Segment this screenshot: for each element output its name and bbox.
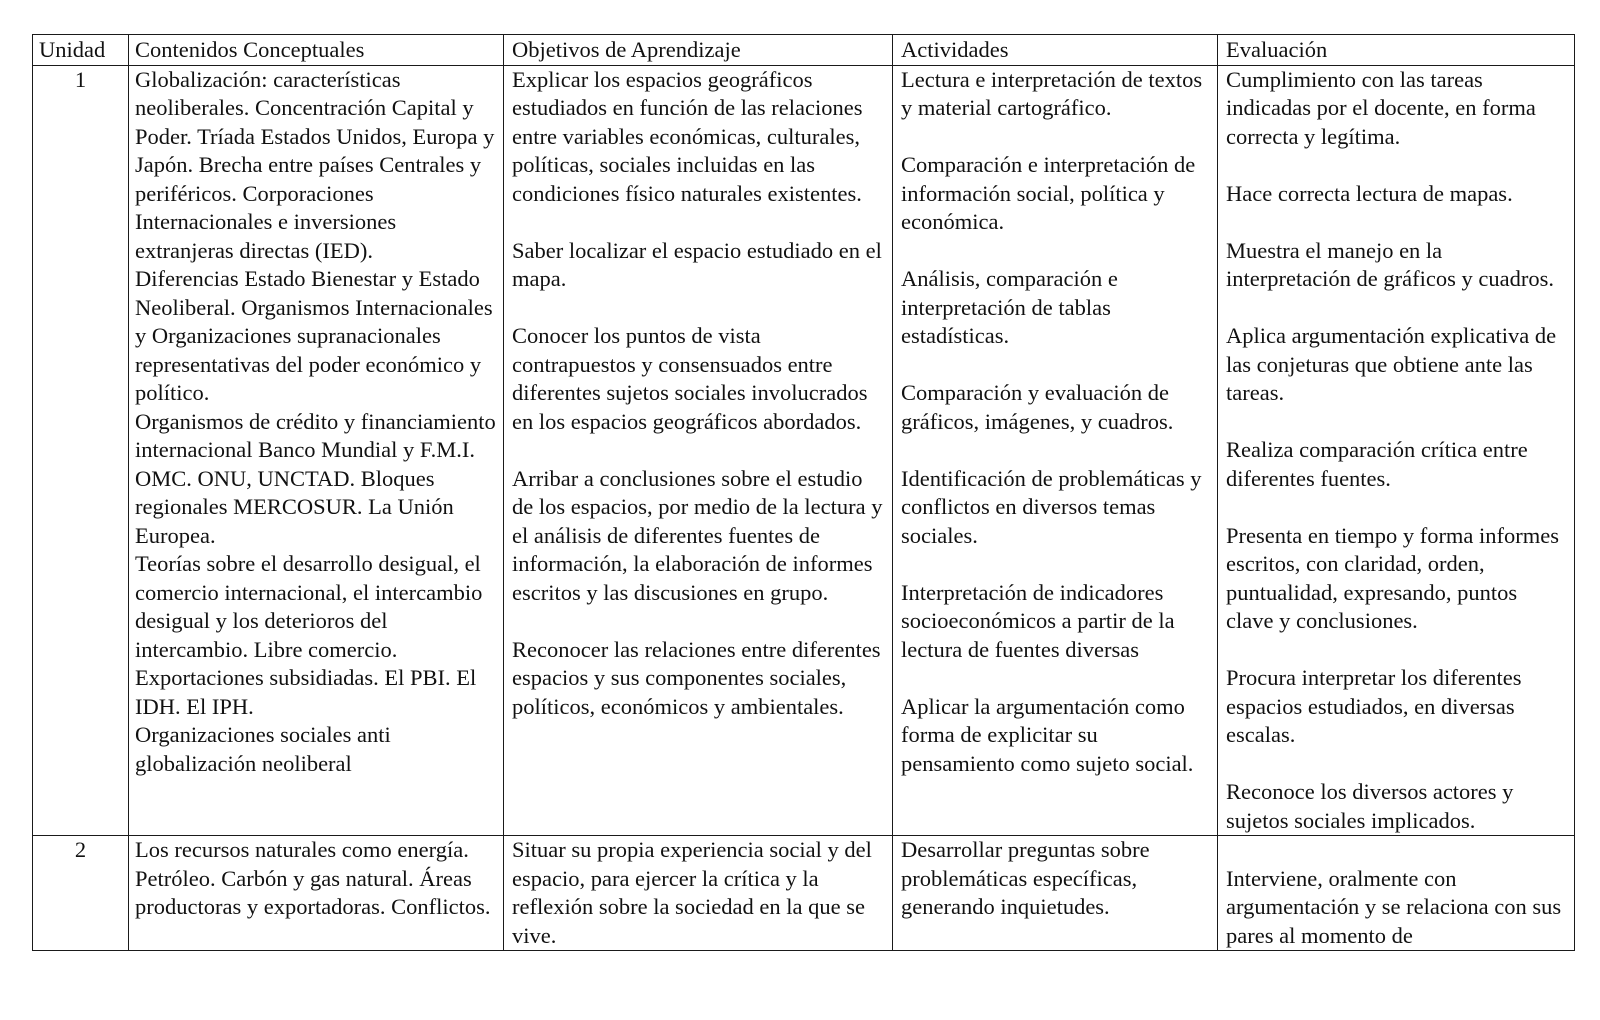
evaluacion-item: Reconoce los diversos actores y sujetos sociales implicados.	[1226, 779, 1514, 833]
evaluacion-cell	[1218, 836, 1575, 951]
actividad-item: Identificación de problemáticas y conflictos en diversos temas sociales.	[901, 465, 1202, 548]
header-actividades: Actividades	[893, 35, 1218, 66]
objetivo-item: Reconocer las relaciones entre diferentes espacios y sus componentes sociales, políticos, económicos y ambientales.	[512, 636, 881, 719]
contenido-item: Diferencias Estado Bienestar y Estado Neoliberal. Organismos Internacionales y Organizaciones supranacionales representativas del poder económico y político.	[135, 266, 493, 405]
objetivo-item: Saber localizar el espacio estudiado en el mapa.	[512, 237, 882, 291]
evaluacion-item: Hace correcta lectura de mapas.	[1226, 180, 1513, 206]
contenido-item: Teorías sobre el desarrollo desigual, el comercio internacional, el intercambio desigual y los deterioros del intercambio. Libre comercio. Exportaciones subsidiadas. El PBI. El IDH. El IPH.	[135, 551, 483, 719]
unit-number: 2	[33, 836, 129, 951]
contenido-item: Globalización: características neoliberales. Concentración Capital y Poder. Tríada Estados Unidos, Europa y Japón. Brecha entre países Centrales y periféricos. Corporaciones Internacionales e inversiones extranjeras directas (IED).	[135, 66, 495, 263]
evaluacion-item: Procura interpretar los diferentes espacios estudiados, en diversas escalas.	[1226, 665, 1522, 747]
evaluacion-cell	[1218, 65, 1575, 836]
header-evaluacion: Evaluación	[1218, 35, 1575, 66]
actividad-item: Desarrollar preguntas sobre problemáticas específicas, generando inquietudes.	[901, 837, 1150, 919]
objetivo-item: Explicar los espacios geográficos estudiados en función de las relaciones entre variables económicas, culturales, políticas, sociales incluidas en las condiciones físico naturales existentes.	[512, 66, 863, 206]
actividades-cell	[893, 836, 1218, 951]
objetivo-item: Situar su propia experiencia social y del espacio, para ejercer la crítica y la reflexión sobre la sociedad en la que se vive.	[512, 837, 872, 948]
evaluacion-item: Muestra el manejo en la interpretación de gráficos y cuadros.	[1226, 237, 1554, 291]
header-objetivos: Objetivos de Aprendizaje	[504, 35, 893, 66]
actividades-cell	[893, 65, 1218, 836]
header-contenidos: Contenidos Conceptuales	[129, 35, 504, 66]
curriculum-table	[32, 34, 1575, 951]
contenido-item: Organizaciones sociales anti globalización neoliberal	[135, 722, 391, 776]
actividad-item: Interpretación de indicadores socioeconómicos a partir de la lectura de fuentes diversas	[901, 579, 1175, 662]
actividad-item: Lectura e interpretación de textos y material cartográfico.	[901, 66, 1203, 120]
contenido-item: Los recursos naturales como energía. Petróleo. Carbón y gas natural. Áreas productoras y exportadoras. Conflictos.	[135, 837, 491, 919]
contenido-item: Organismos de crédito y financiamiento internacional Banco Mundial y F.M.I. OMC. ONU, UNCTAD. Bloques regionales MERCOSUR. La Unión Europea.	[135, 408, 496, 548]
objetivos-cell	[504, 65, 893, 836]
header-unidad: Unidad	[33, 35, 129, 66]
evaluacion-item: Interviene, oralmente con argumentación y se relaciona con sus pares al momento de	[1226, 865, 1562, 948]
evaluacion-item: Presenta en tiempo y forma informes escritos, con claridad, orden, puntualidad, expresando, puntos clave y conclusiones.	[1226, 522, 1560, 633]
table-row-unit-1	[33, 65, 1575, 836]
table-row-unit-2	[33, 836, 1575, 951]
unit-number: 1	[33, 65, 129, 836]
evaluacion-item: Aplica argumentación explicativa de las conjeturas que obtiene ante las tareas.	[1226, 323, 1557, 405]
actividad-item: Comparación e interpretación de información social, política y económica.	[901, 152, 1196, 234]
objetivo-item: Conocer los puntos de vista contrapuestos y consensuados entre diferentes sujetos sociales involucrados en los espacios geográficos abordados.	[512, 323, 868, 434]
contenidos-cell	[129, 65, 504, 836]
actividad-item: Análisis, comparación e interpretación de tablas estadísticas.	[901, 266, 1118, 348]
contenidos-cell	[129, 836, 504, 951]
objetivos-cell	[504, 836, 893, 951]
evaluacion-item: Cumplimiento con las tareas indicadas por el docente, en forma correcta y legítima.	[1226, 66, 1536, 149]
evaluacion-item: Realiza comparación crítica entre diferentes fuentes.	[1226, 437, 1528, 491]
actividad-item: Aplicar la argumentación como forma de explicitar su pensamiento como sujeto social.	[901, 693, 1194, 776]
actividad-item: Comparación y evaluación de gráficos, imágenes, y cuadros.	[901, 380, 1174, 434]
objetivo-item: Arribar a conclusiones sobre el estudio de los espacios, por medio de la lectura y el análisis de diferentes fuentes de información, la elaboración de informes escritos y las discusiones en grupo.	[512, 465, 883, 605]
header-row	[33, 35, 1575, 66]
